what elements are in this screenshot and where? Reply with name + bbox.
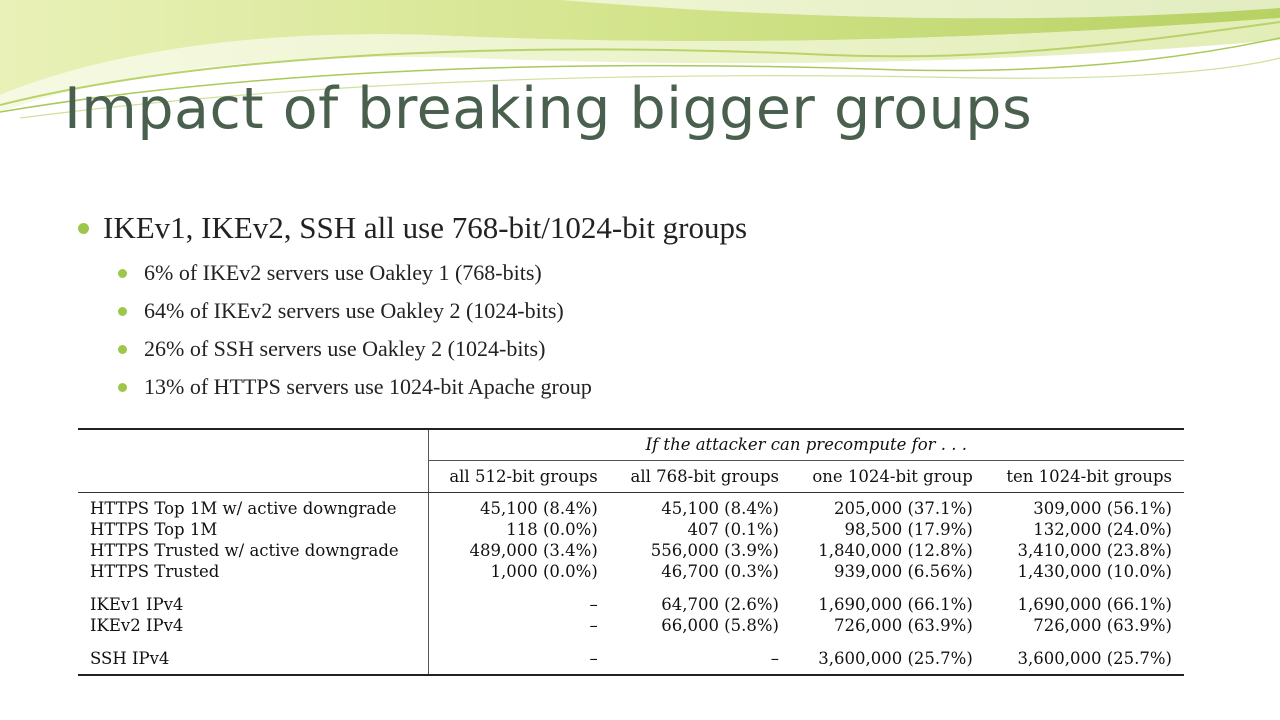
bullet-main (78, 208, 1218, 248)
bullet-dot-icon (118, 383, 127, 392)
sub-bullet (118, 292, 1218, 330)
table-cell: 45,100 (8.4%) (428, 493, 610, 520)
row-label: HTTPS Top 1M w/ active downgrade (90, 499, 397, 518)
table-cell: 1,000 (0.0%) (428, 561, 610, 582)
row-label: HTTPS Trusted (90, 562, 220, 581)
table-cell: 3,410,000 (23.8%) (1017, 541, 1172, 560)
table-cell: 3,600,000 (25.7%) (791, 636, 985, 675)
column-header: all 512-bit groups (428, 461, 610, 493)
table-row (78, 582, 1184, 615)
sub-bullet (118, 330, 1218, 368)
table-cell: 1,840,000 (12.8%) (818, 541, 973, 560)
table-cell: 939,000 (6.56%) (833, 562, 973, 581)
column-header: all 768-bit groups (610, 461, 791, 493)
table-cell: 64,700 (2.6%) (661, 595, 779, 614)
table-row (78, 615, 1184, 636)
row-label: IKEv1 IPv4 (90, 595, 184, 614)
slide-title: Impact of breaking bigger groups (64, 76, 1033, 142)
bullet-list (78, 208, 1218, 406)
row-label: IKEv2 IPv4 (90, 616, 184, 635)
sub-bullet-list (78, 254, 1218, 406)
row-label: HTTPS Trusted w/ active downgrade (90, 541, 399, 560)
table-cell: 98,500 (17.9%) (844, 520, 973, 539)
table-corner-cell (78, 461, 428, 493)
table-cell: – (428, 615, 610, 636)
bullet-main-text: IKEv1, IKEv2, SSH all use 768-bit/1024-bit groups (103, 210, 748, 245)
sub-bullet (118, 254, 1218, 292)
results-table-wrapper (78, 428, 1184, 676)
table-cell: 118 (0.0%) (428, 519, 610, 540)
table-cell: 407 (0.1%) (687, 520, 779, 539)
table-row (78, 540, 1184, 561)
table-cell: 309,000 (56.1%) (1033, 499, 1172, 518)
table-cell: – (428, 582, 610, 615)
table-cell: 66,000 (5.8%) (661, 616, 779, 635)
table-cell: – (428, 636, 610, 675)
table-cell: 45,100 (8.4%) (661, 499, 779, 518)
table-corner-cell (78, 429, 428, 461)
table-cell: 726,000 (63.9%) (833, 616, 973, 635)
sub-bullet-text: 6% of IKEv2 servers use Oakley 1 (768-bits) (144, 260, 542, 286)
table-cell: 3,600,000 (25.7%) (985, 636, 1184, 675)
table-cell: 1,690,000 (66.1%) (1017, 595, 1172, 614)
table-caption: If the attacker can precompute for . . . (428, 429, 1184, 461)
table-cell: – (610, 636, 791, 675)
sub-bullet (118, 368, 1218, 406)
table-cell: 1,430,000 (10.0%) (1017, 562, 1172, 581)
bullet-dot-icon (118, 307, 127, 316)
table-cell: 132,000 (24.0%) (1033, 520, 1172, 539)
table-cell: 1,690,000 (66.1%) (818, 595, 973, 614)
sub-bullet-text: 13% of HTTPS servers use 1024-bit Apache group (144, 374, 592, 400)
row-label: SSH IPv4 (78, 636, 428, 675)
table-cell: 46,700 (0.3%) (661, 562, 779, 581)
row-label: HTTPS Top 1M (90, 520, 218, 539)
column-header: one 1024-bit group (791, 461, 985, 493)
table-cell: 556,000 (3.9%) (650, 541, 779, 560)
table-row (78, 493, 1184, 520)
table-row (78, 636, 1184, 675)
bullet-dot-icon (118, 269, 127, 278)
table-header-row (78, 461, 1184, 493)
sub-bullet-text: 64% of IKEv2 servers use Oakley 2 (1024-bits) (144, 298, 564, 324)
column-header: ten 1024-bit groups (985, 461, 1184, 493)
table-cell: 205,000 (37.1%) (833, 499, 973, 518)
table-cell: 489,000 (3.4%) (428, 540, 610, 561)
table-row (78, 561, 1184, 582)
table-cell: 726,000 (63.9%) (1033, 616, 1172, 635)
table-caption-row (78, 429, 1184, 461)
results-table (78, 428, 1184, 676)
table-row (78, 519, 1184, 540)
sub-bullet-text: 26% of SSH servers use Oakley 2 (1024-bits) (144, 336, 546, 362)
bullet-dot-icon (118, 345, 127, 354)
bullet-dot-icon (78, 223, 89, 234)
